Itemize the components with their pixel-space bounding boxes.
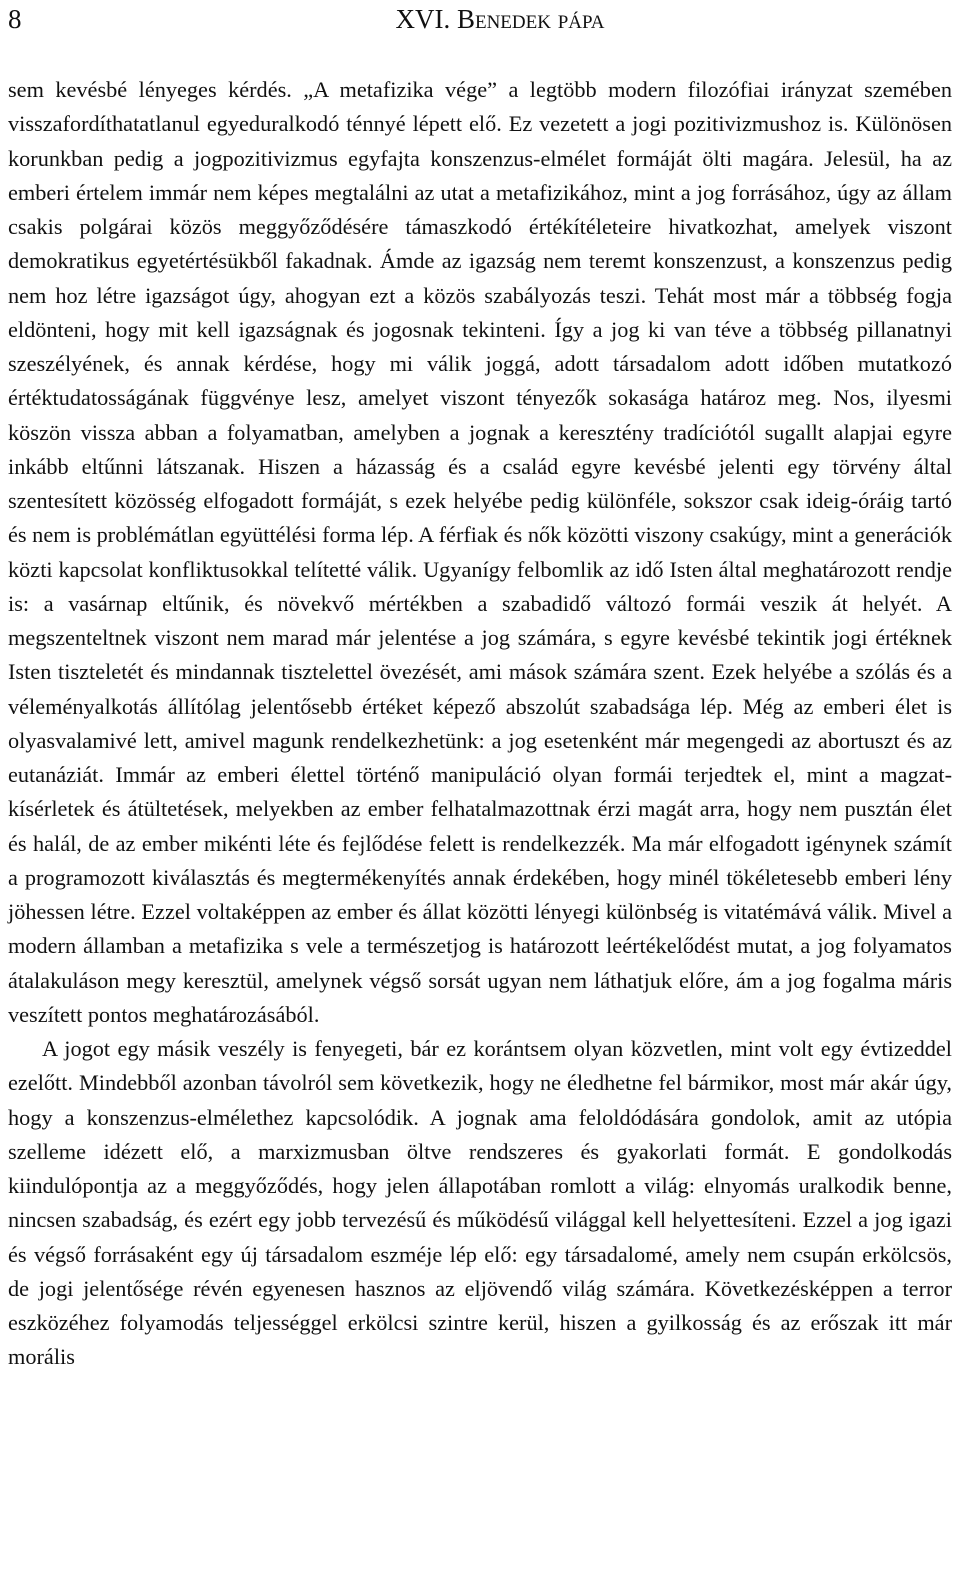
page-number: 8 [8,4,22,34]
paragraph-1: sem kevésbé lényeges kérdés. „A metafizika vége” a legtöbb modern filozófiai irányzat szemében visszafordíthatatlanul egyeduralkodó ténnyé lépett elő. Ez vezetett a jogi pozitivizmushoz is. Különösen korunkban pedig a jogpozitivizmus egyfajta konszenzus-elmélet formáját ölti magára. Jelesül, ha az emberi értelem immár nem képes megtalálni az utat a metafizikához, mint a jog forrásához, úgy az állam csakis polgárai közös meggyőződésére támaszkodó értékítéleteire hivatkozhat, amelyek viszont demokratikus egyetértésükből fakadnak. Ámde az igazság nem teremt konszenzust, a konszenzus pedig nem hoz létre igazságot úgy, ahogyan ezt a közös szabályozás teszi. Tehát most már a többség fogja eldönteni, hogy mit kell igazságnak és jogosnak tekinteni. Így a jog ki van téve a többség pillanatnyi szeszélyének, és annak kérdése, hogy mi válik joggá, adott társadalom adott időben mutatkozó értéktudatosságának függvénye lesz, amelyet viszont tényezők sokasága határoz meg. Nos, ilyesmi köszön vissza abban a folyamatban, amelyben a jognak a keresztény tradíciótól sugallt alapjai egyre inkább eltűnni látszanak. Hiszen a házasság és a család egyre kevésbé jelenti egy törvény által szentesített közösség elfogadott formáját, s ezek helyébe pedig különféle, sokszor csak ideig-óráig tartó és nem is problémátlan együttélési forma lép. A férfiak és nők közötti viszony csakúgy, mint a generációk közti kapcsolat konfliktusokkal telítetté válik. Ugyanígy felbomlik az idő Isten által meghatározott rendje is: a vasárnap eltűnik, és növekvő mértékben a szabadidő változó formái veszik át helyét. A megszenteltnek viszont nem marad már jelentése a jog számára, s egyre kevésbé tekintik jogi értéknek Isten tiszteletét és mindannak tisztelettel övezését, ami mások számára szent. Ezek helyébe a szólás és a véleményalkotás állítólag jelentősebb értéket képező abszolút szabadsága lép. Még az emberi élet is olyasvalamivé lett, amivel magunk rendelkezhetünk: a jog esetenként már megengedi az abortuszt és az eutanáziát. Immár az emberi élettel történő manipuláció olyan formái terjedtek el, mint a magzat-kísérletek és átültetések, melyekben az ember felhatalmazottnak érzi magát arra, hogy nem pusztán élet és halál, de az ember mikénti léte és fejlődése felett is rendelkezzék. Ma már elfogadott igénynek számít a programozott kiválasztás és megtermékenyítés annak érdekében, hogy minél tökéletesebb emberi lény jöhessen létre. Ezzel voltaképpen az ember és állat közötti lényegi különbség is vitatémává válik. Mivel a modern államban a metafizika s vele a természetjog is határozott leértékelődést mutat, a jog folyamatos átalakuláson megy keresztül, amelynek végső sorsát ugyan nem láthatjuk előre, ám a jog fogalma máris veszített pontos meghatározásából. [8,77,952,1027]
body-text [8,73,952,1375]
running-title [0,0,960,38]
running-title-author: Benedek pápa [456,4,605,34]
paragraph-2: A jogot egy másik veszély is fenyegeti, bár ez korántsem olyan közvetlen, mint volt egy évtizeddel ezelőtt. Mindebből azonban távolról sem következik, hogy ne éledhetne fel bármikor, most már akár úgy, hogy a konszenzus-elmélethez kapcsolódik. A jognak ama feloldódására gondolok, amit az utópia szelleme idézett elő, a marxizmusban öltve rendszeres és gyakorlati formát. E gondolkodás kiindulópontja az a meggyőződés, hogy jelen állapotában romlott a világ: elnyomás uralkodik benne, nincsen szabadság, és ezért egy jobb tervezésű és működésű világgal kell helyettesíteni. Ezzel a jog igazi és végső forrásaként egy új társadalom eszméje lép elő: egy társadalomé, amely nem csupán erkölcsös, de jogi jelentősége révén egyenesen hasznos az eljövendő világ számára. Következésképpen a terror eszközéhez folyamodás teljességgel erkölcsi szintre kerül, hiszen a gyilkosság és az erőszak itt már morális [8,1036,952,1370]
page-header [0,0,960,40]
running-title-prefix: XVI. [395,4,457,34]
